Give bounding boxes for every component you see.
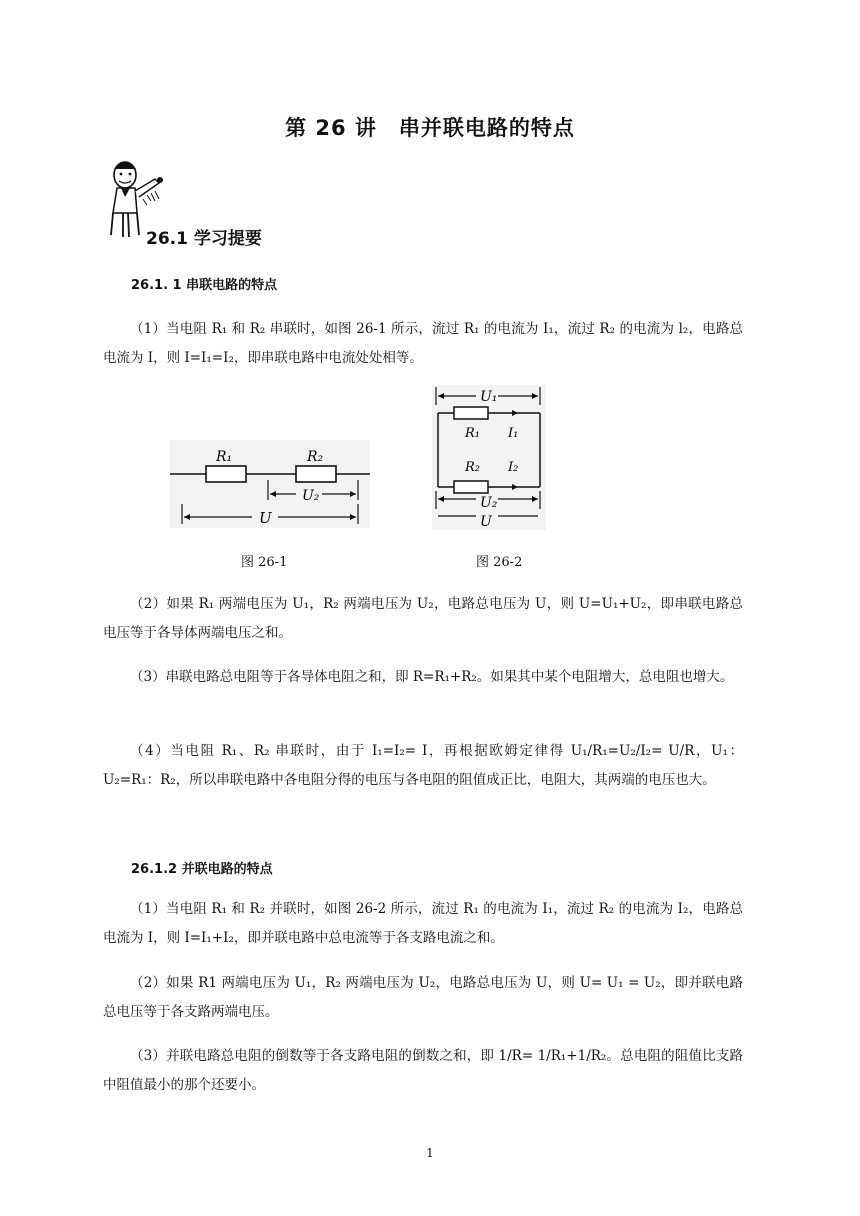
figure-26-2 <box>432 385 546 530</box>
paragraph-text: （2）如果 R₁ 两端电压为 U₁，R₂ 两端电压为 U₂，电路总电压为 U，则 U=U₁+U₂，即串联电路总电压等于各导体两端电压之和。 <box>103 596 743 641</box>
series-paragraph-1 <box>103 315 743 373</box>
page-title: 第 26 讲 串并联电路的特点 <box>285 116 575 140</box>
paragraph-text: （1）当电阻 R₁ 和 R₂ 串联时，如图 26-1 所示，流过 R₁ 的电流为 I₁，流过 R₂ 的电流为 l₂，电路总电流为 I，则 I=I₁=I₂，即串联电路中电流处处相等。 <box>103 321 743 366</box>
fig2-label-r2: R₂ <box>465 460 480 475</box>
subsection-heading-series: 26.1. 1 串联电路的特点 <box>131 278 278 293</box>
paragraph-text: （4）当电阻 R₁、R₂ 串联时，由于 I₁=I₂= I，再根据欧姆定律得 U₁/R₁=U₂/I₂= U/R，U₁：U₂=R₁：R₂，所以串联电路中各电阻分得的电压与各电阻的阻值成正比，电阻大，其两端的电压也大。 <box>103 743 743 788</box>
series-paragraph-4 <box>103 737 743 795</box>
parallel-paragraph-3 <box>103 1042 743 1100</box>
parallel-paragraph-2 <box>103 969 743 1027</box>
page-number: 1 <box>426 1146 434 1160</box>
fig2-label-i2: I₂ <box>508 460 519 475</box>
paragraph-text: （1）当电阻 R₁ 和 R₂ 并联时，如图 26-2 所示，流过 R₁ 的电流为 I₁，流过 R₂ 的电流为 I₂，电路总电流为 I，则 I=I₁+I₂，即并联电路中总电流等于各支路电流之和。 <box>103 901 743 946</box>
fig2-label-u: U <box>480 514 492 530</box>
figure-26-1 <box>170 440 370 528</box>
fig1-label-r2: R₂ <box>307 449 324 465</box>
figure-26-1-caption: 图 26-1 <box>241 555 288 570</box>
figure-26-2-caption: 图 26-2 <box>476 555 523 570</box>
series-paragraph-2 <box>103 590 743 648</box>
fig2-label-u2: U₂ <box>480 495 498 511</box>
section-heading: 26.1 学习提要 <box>146 229 262 249</box>
paragraph-text: （3）并联电路总电阻的倒数等于各支路电阻的倒数之和，即 1/R= 1/R₁+1/R₂。总电阻的阻值比支路中阻值最小的那个还要小。 <box>103 1048 743 1093</box>
fig2-label-r1: R₁ <box>465 426 480 441</box>
parallel-paragraph-1 <box>103 895 743 953</box>
series-paragraph-3 <box>103 663 743 692</box>
fig1-label-r1: R₁ <box>216 449 233 465</box>
paragraph-text: （3）串联电路总电阻等于各导体电阻之和，即 R=R₁+R₂。如果其中某个电阻增大，总电阻也增大。 <box>130 669 734 685</box>
fig2-label-i1: I₁ <box>508 426 519 441</box>
fig1-label-u: U <box>259 509 272 527</box>
fig2-label-u1: U₁ <box>480 389 498 405</box>
subsection-heading-parallel: 26.1.2 并联电路的特点 <box>131 862 273 877</box>
fig1-label-u2: U₂ <box>302 488 320 504</box>
paragraph-text: （2）如果 R1 两端电压为 U₁，R₂ 两端电压为 U₂，电路总电压为 U，则 U= U₁ = U₂，即并联电路总电压等于各支路两端电压。 <box>103 975 743 1020</box>
